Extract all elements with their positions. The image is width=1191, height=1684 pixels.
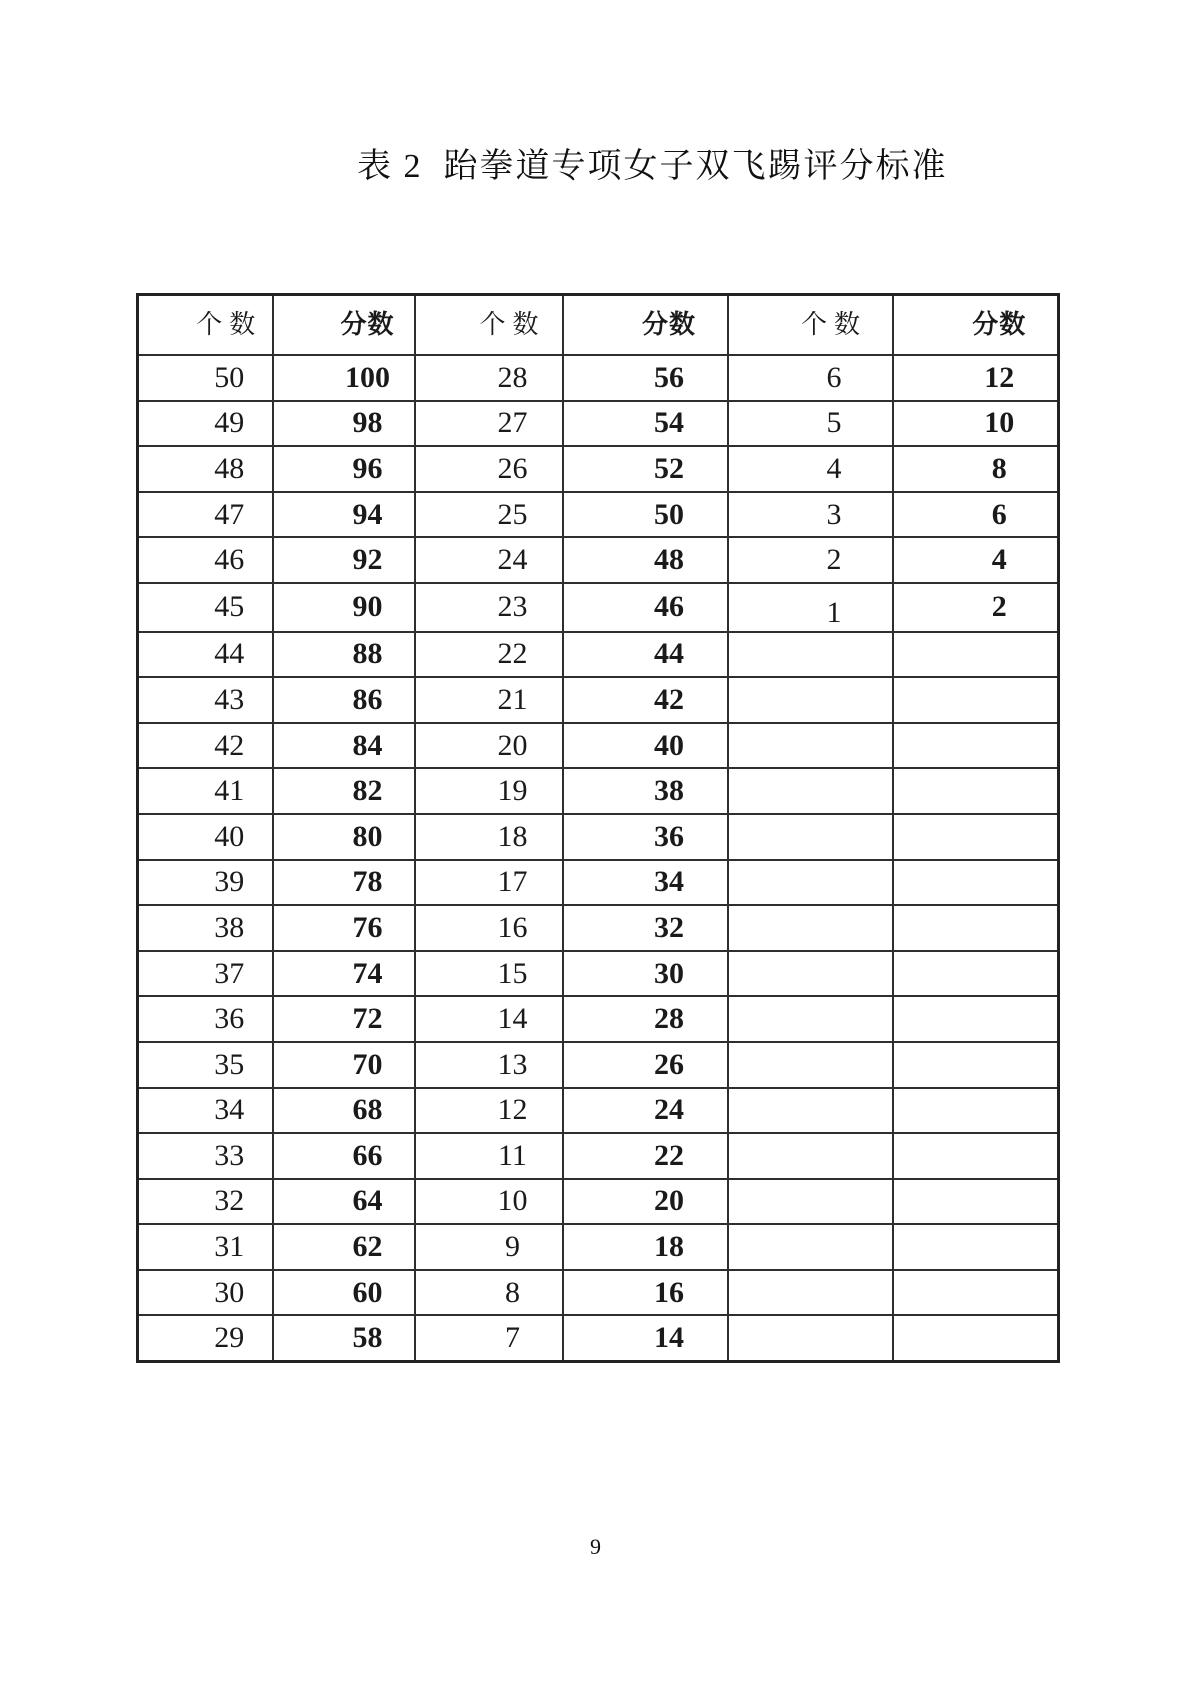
score-cell: 52 [563,446,728,492]
score-cell: 72 [273,996,415,1042]
count-cell: 2 [728,537,893,583]
count-cell: 18 [415,814,563,860]
count-cell: 31 [138,1224,273,1270]
count-cell: 21 [415,677,563,723]
score-cell: 90 [273,583,415,632]
score-cell: 2 [893,583,1059,632]
empty-cell [893,814,1059,860]
score-cell: 36 [563,814,728,860]
count-cell: 11 [415,1133,563,1179]
count-cell: 16 [415,905,563,951]
empty-cell [893,677,1059,723]
score-cell: 46 [563,583,728,632]
score-cell: 78 [273,860,415,906]
table-row [138,1088,1059,1134]
count-cell: 23 [415,583,563,632]
empty-cell [728,860,893,906]
empty-cell [728,768,893,814]
header-cell-score: 分数 [273,295,415,356]
score-cell: 18 [563,1224,728,1270]
header-cell-score: 分数 [563,295,728,356]
score-cell: 64 [273,1179,415,1225]
table-row [138,860,1059,906]
table-row [138,905,1059,951]
count-cell: 37 [138,951,273,997]
empty-cell [893,1270,1059,1316]
count-cell: 28 [415,355,563,401]
score-cell: 24 [563,1088,728,1134]
empty-cell [893,1133,1059,1179]
count-cell: 24 [415,537,563,583]
score-cell: 74 [273,951,415,997]
score-cell: 10 [893,401,1059,447]
table-row [138,632,1059,678]
header-cell-count: 个数 [415,295,563,356]
table-row [138,1042,1059,1088]
score-cell: 22 [563,1133,728,1179]
score-cell: 88 [273,632,415,678]
score-cell: 84 [273,723,415,769]
header-cell-count: 个数 [728,295,893,356]
count-cell: 32 [138,1179,273,1225]
count-cell: 27 [415,401,563,447]
score-cell: 16 [563,1270,728,1316]
table-row [138,1224,1059,1270]
empty-cell [728,996,893,1042]
count-cell: 44 [138,632,273,678]
table-row [138,814,1059,860]
count-cell: 17 [415,860,563,906]
empty-cell [893,768,1059,814]
count-cell: 6 [728,355,893,401]
count-cell: 43 [138,677,273,723]
table-row [138,1270,1059,1316]
count-cell: 39 [138,860,273,906]
table-row [138,723,1059,769]
empty-cell [728,723,893,769]
page-number: 9 [590,1534,601,1559]
count-cell: 33 [138,1133,273,1179]
count-cell: 46 [138,537,273,583]
score-cell: 94 [273,492,415,538]
score-cell: 68 [273,1088,415,1134]
count-cell: 45 [138,583,273,632]
empty-cell [728,905,893,951]
empty-cell [728,1179,893,1225]
count-cell: 30 [138,1270,273,1316]
table-row [138,768,1059,814]
count-cell: 12 [415,1088,563,1134]
table-title: 表 2 跆拳道专项女子双飞踢评分标准 [357,148,948,185]
score-cell: 44 [563,632,728,678]
score-cell: 80 [273,814,415,860]
score-cell: 92 [273,537,415,583]
table-row [138,1179,1059,1225]
empty-cell [893,951,1059,997]
empty-cell [728,1042,893,1088]
empty-cell [728,814,893,860]
empty-cell [893,1088,1059,1134]
score-cell: 54 [563,401,728,447]
score-cell: 62 [273,1224,415,1270]
count-cell: 36 [138,996,273,1042]
table-row [138,401,1059,447]
empty-cell [728,677,893,723]
empty-cell [728,1315,893,1361]
count-cell: 34 [138,1088,273,1134]
count-cell: 13 [415,1042,563,1088]
count-cell: 15 [415,951,563,997]
score-cell: 28 [563,996,728,1042]
score-cell: 14 [563,1315,728,1361]
table-row [138,1133,1059,1179]
empty-cell [893,723,1059,769]
score-cell: 4 [893,537,1059,583]
header-cell-score: 分数 [893,295,1059,356]
empty-cell [893,1042,1059,1088]
score-table-head-row [138,295,1059,356]
score-cell: 34 [563,860,728,906]
count-cell: 14 [415,996,563,1042]
score-cell: 82 [273,768,415,814]
count-cell: 38 [138,905,273,951]
empty-cell [893,1315,1059,1361]
score-cell: 96 [273,446,415,492]
count-cell: 7 [415,1315,563,1361]
count-cell: 26 [415,446,563,492]
score-cell: 76 [273,905,415,951]
table-row [138,677,1059,723]
empty-cell [728,951,893,997]
score-cell: 32 [563,905,728,951]
count-cell: 9 [415,1224,563,1270]
score-cell: 60 [273,1270,415,1316]
score-cell: 40 [563,723,728,769]
empty-cell [728,1088,893,1134]
score-cell: 38 [563,768,728,814]
empty-cell [893,1179,1059,1225]
header-cell-count: 个数 [138,295,273,356]
count-cell: 3 [728,492,893,538]
count-cell: 41 [138,768,273,814]
count-cell: 8 [415,1270,563,1316]
score-cell: 8 [893,446,1059,492]
table-row [138,492,1059,538]
empty-cell [893,905,1059,951]
score-cell: 42 [563,677,728,723]
score-cell: 6 [893,492,1059,538]
count-cell: 35 [138,1042,273,1088]
empty-cell [728,1133,893,1179]
table-row [138,446,1059,492]
count-cell: 29 [138,1315,273,1361]
score-cell: 56 [563,355,728,401]
table-row [138,996,1059,1042]
score-table [136,293,1060,1363]
count-cell: 4 [728,446,893,492]
empty-cell [728,632,893,678]
table-row [138,583,1059,632]
table-row [138,951,1059,997]
table-row [138,1315,1059,1361]
table-row [138,355,1059,401]
empty-cell [893,860,1059,906]
score-cell: 86 [273,677,415,723]
score-cell: 70 [273,1042,415,1088]
count-cell: 40 [138,814,273,860]
score-table-body [138,355,1059,1362]
count-cell: 47 [138,492,273,538]
score-cell: 20 [563,1179,728,1225]
count-cell: 19 [415,768,563,814]
count-cell: 22 [415,632,563,678]
count-cell: 49 [138,401,273,447]
empty-cell [893,632,1059,678]
count-cell: 42 [138,723,273,769]
count-cell: 10 [415,1179,563,1225]
score-cell: 12 [893,355,1059,401]
empty-cell [728,1270,893,1316]
score-cell: 58 [273,1315,415,1361]
score-cell: 26 [563,1042,728,1088]
score-cell: 98 [273,401,415,447]
score-cell: 50 [563,492,728,538]
count-cell: 1 [728,583,893,632]
score-cell: 100 [273,355,415,401]
count-cell: 20 [415,723,563,769]
count-cell: 50 [138,355,273,401]
count-cell: 48 [138,446,273,492]
empty-cell [893,996,1059,1042]
empty-cell [893,1224,1059,1270]
score-cell: 30 [563,951,728,997]
count-cell: 25 [415,492,563,538]
score-cell: 48 [563,537,728,583]
score-cell: 66 [273,1133,415,1179]
count-cell: 5 [728,401,893,447]
empty-cell [728,1224,893,1270]
table-row [138,537,1059,583]
